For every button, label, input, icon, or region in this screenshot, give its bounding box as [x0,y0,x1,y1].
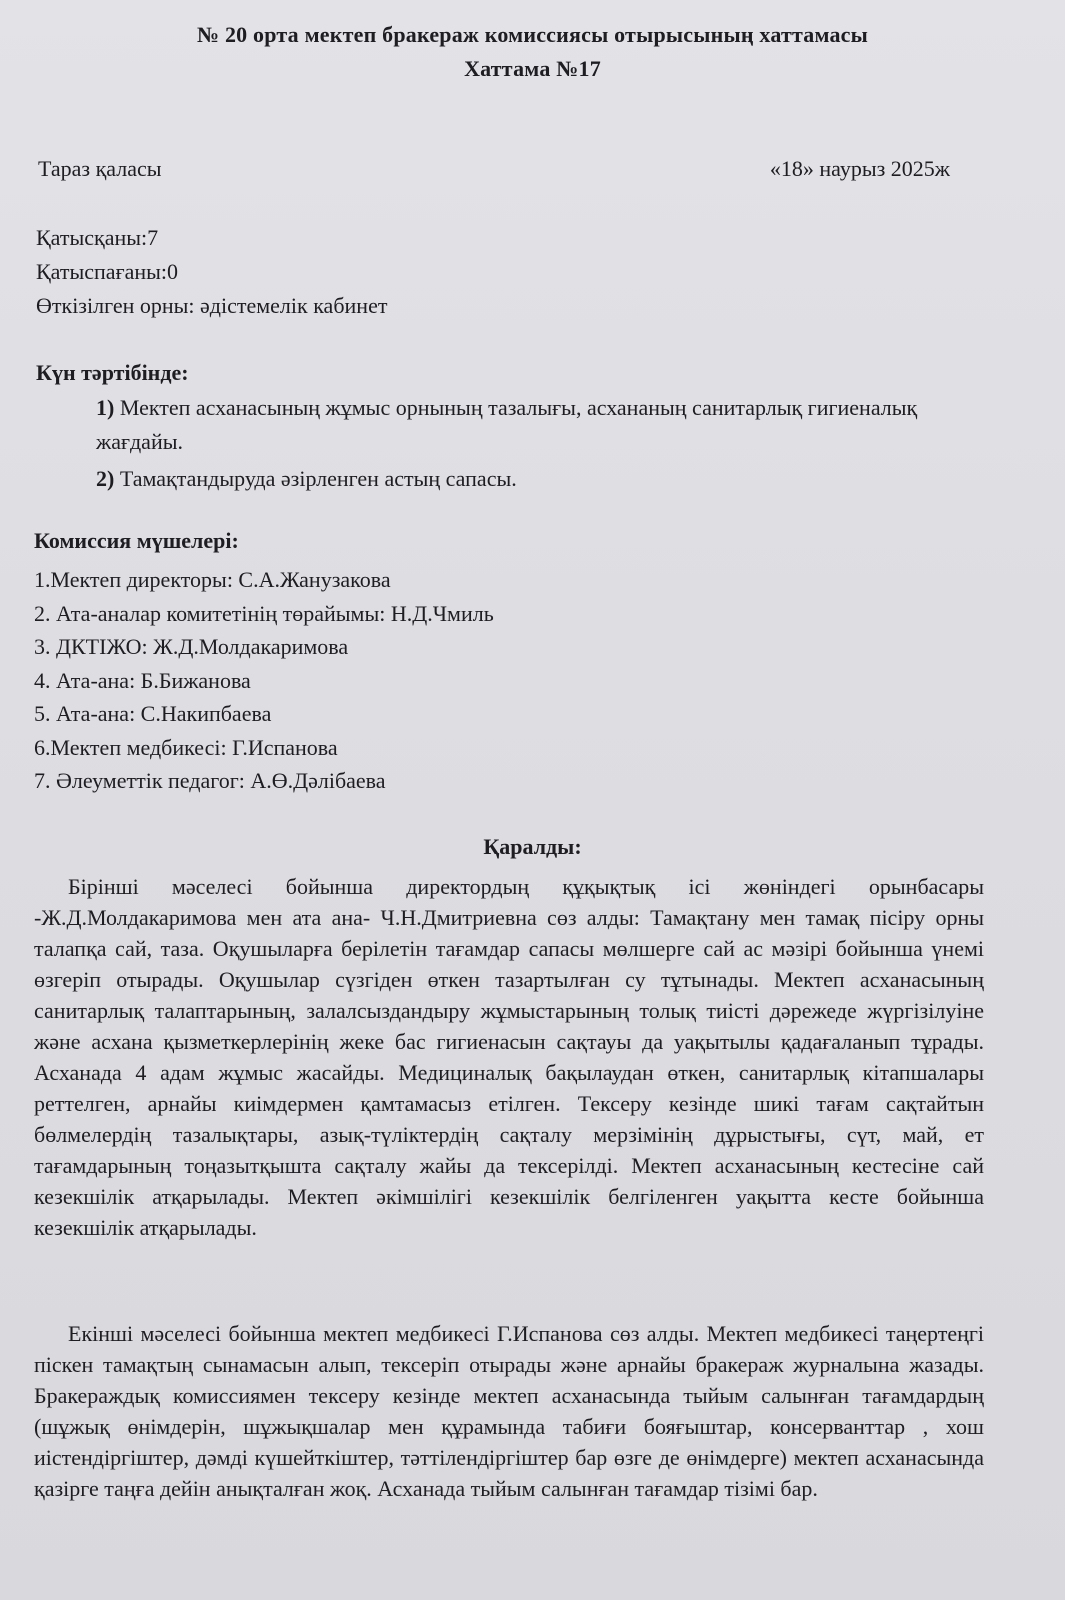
member-item: 7. Әлеуметтік педагог: А.Ө.Дәлібаева [34,768,386,793]
member-item: 5. Ата-ана: С.Накипбаева [34,701,272,726]
agenda-heading: Күн тәртібінде: [36,360,189,385]
discussion-paragraph-2: Екінші мәселесі бойынша мектеп медбикесі Г.Испанова сөз алды. Мектеп медбикесі таңертеңгі піскен тамақтың сынамасын алып, тексеріп отырады және арнайы бракераж журналына жазады. Бракераждық комиссиямен тексеру кезінде мектеп асханасында тыйым салынған тағамдардың (шұжық өнімдерін, шұжықшалар мен құрамында табиғи бояғыштар, консерванттар , хош иістендіргіштер, дәмді күшейткіштер, тәттілендіргіштер бар өзге де өнімдерге) мектеп асханасында қазірге таңға дейін анықталған жоқ. Асханада тыйым салынған тағамдар тізімі бар. [34,1321,984,1501]
agenda-item [96,462,981,496]
discussion-paragraph-1: Бірінші мәселесі бойынша директордың құқықтық ісі жөніндегі орынбасары -Ж.Д.Молдакаримова мен ата ана- Ч.Н.Дмитриевна сөз алды: Тамақтану мен тамақ пісіру орны талапқа сай, таза. Оқушыларға берілетін тағамдар сапасы мөлшерге сай ас мәзірі бойынша үнемі өзгеріп отырады. Оқушылар сүзгіден өткен тазартылған су тұтынады. Мектеп асханасының санитарлық талаптарының, залалсыздандыру жұмыстарының толық тиісті дәрежеде жүргізілуіне және асхана қызметкерлерінің жеке бас гигиенасын сақтауы да уақытылы қадағаланып тұрады. Асханада 4 адам жұмыс жасайды. Медициналық бақылаудан өткен, санитарлық кітапшалары реттелген, арнайы киімдермен қамтамасыз етілген. Тексеру кезінде шикі тағам сақтайтын бөлмелердің тазалықтары, азық-түліктердің сақталу мерзімінің дұрыстығы, сүт, май, ет тағамдарының тоңазытқышта сақталу жайы да тексерілді. Мектеп асханасының кестесіне сай кезекшілік атқарылады. Мектеп әкімшілігі кезекшілік белгіленген уақытта кесте бойынша кезекшілік атқарылады. [34,874,984,1240]
city-label: Тараз қаласы [38,156,162,181]
attended-count: Қатысқаны:7 [36,225,159,250]
member-item: 1.Мектеп директоры: С.А.Жанузакова [34,567,391,592]
members-heading: Комиссия мүшелері: [34,528,239,553]
venue-label: Өткізілген орны: әдістемелік кабинет [36,293,388,318]
considered-heading: Қаралды: [483,834,582,859]
member-item: 4. Ата-ана: Б.Бижанова [34,667,251,693]
date-label: «18» наурыз 2025ж [769,156,950,181]
members-list [34,563,494,798]
absent-count: Қатыспағаны:0 [36,259,179,284]
member-item: 6.Мектеп медбикесі: Г.Испанова [34,734,338,760]
agenda-item-number: 1) [96,395,115,420]
member-item: 3. ДКТІЖО: Ж.Д.Молдакаримова [34,634,349,659]
agenda-item [96,391,981,459]
protocol-number: Хаттама №17 [464,56,601,81]
agenda-item-text: Тамақтандыруда әзірленген астың сапасы. [114,466,517,491]
agenda-item-text: Мектеп асханасының жұмыс орнының тазалығы, асхананың санитарлық гигиеналық жағдайы. [96,395,918,454]
document-title: № 20 орта мектеп бракераж комиссиясы отырысының хаттамасы [196,22,869,47]
member-item: 2. Ата-аналар комитетінің төрайымы: Н.Д.Чмиль [34,600,494,626]
agenda-item-number: 2) [96,466,115,491]
